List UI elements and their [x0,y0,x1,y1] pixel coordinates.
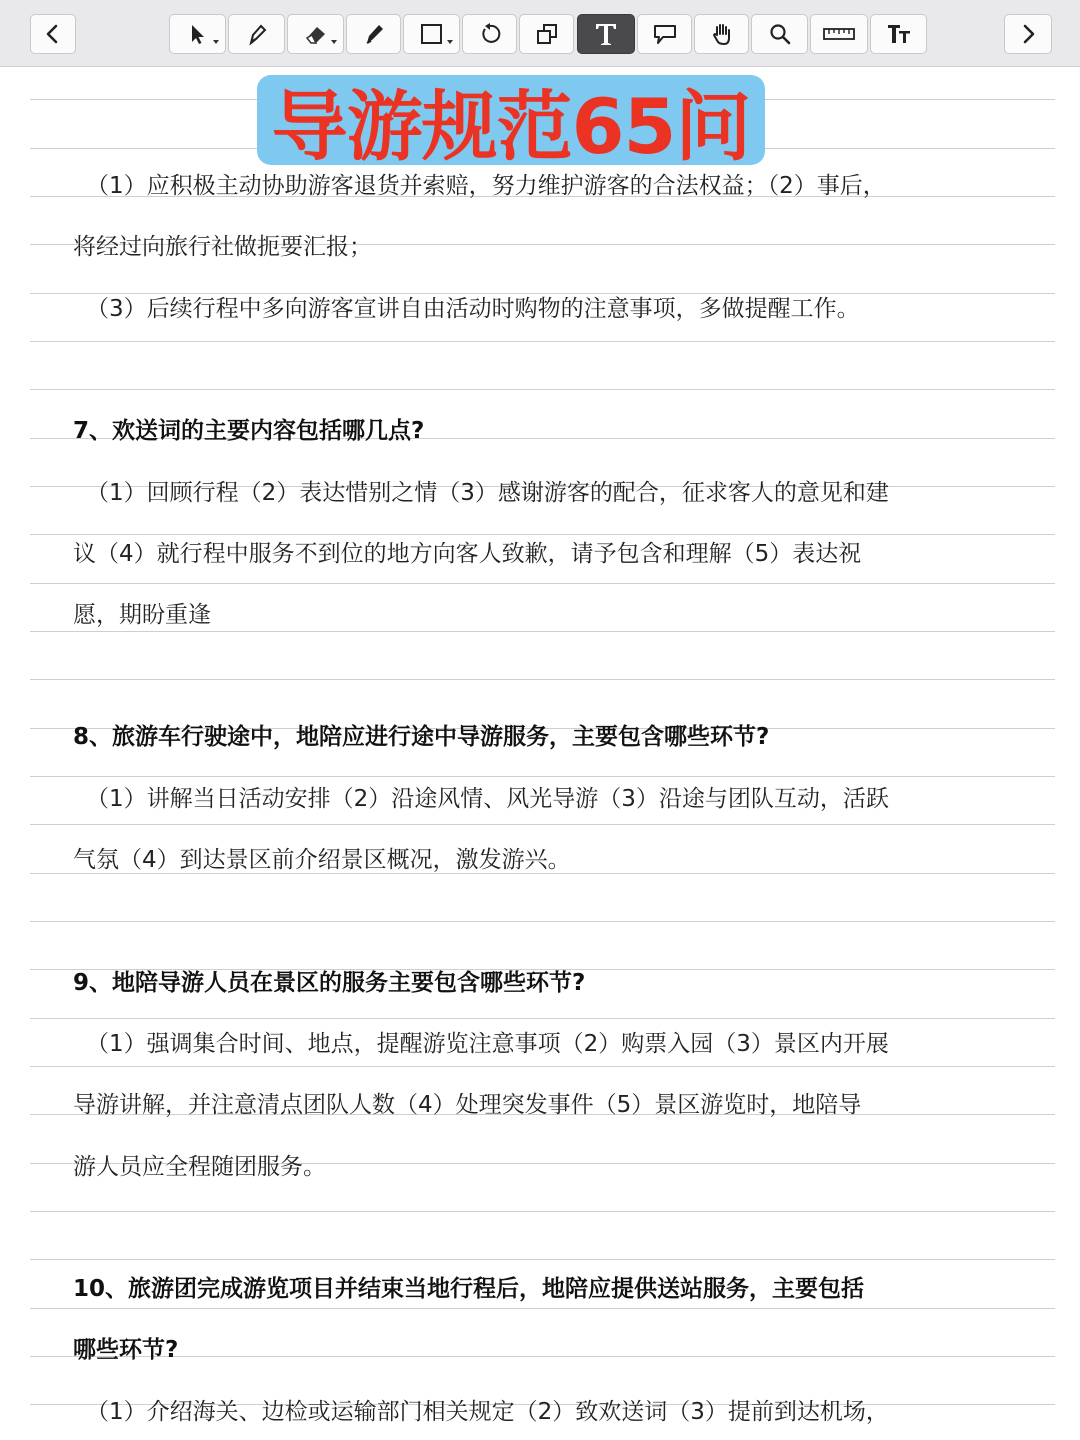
select-tool-button[interactable] [169,14,226,54]
question-7: 7、欢送词的主要内容包括哪几点? [73,418,425,444]
question-9: 9、地陪导游人员在景区的服务主要包含哪些环节? [73,970,586,996]
font-size-icon [886,21,912,47]
forward-button[interactable] [1004,14,1052,54]
answer-7-line: 愿，期盼重逢 [73,602,211,628]
zoom-tool-button[interactable] [751,14,808,54]
text-tool-button[interactable] [577,14,635,54]
question-10: 10、旅游团完成游览项目并结束当地行程后，地陪应提供送站服务，主要包括 [73,1276,865,1302]
crop-icon [535,22,559,46]
answer-10-line: （1）介绍海关、边检或运输部门相关规定（2）致欢送词（3）提前到达机场， [86,1399,889,1425]
question-8: 8、旅游车行驶途中，地陪应进行途中导游服务，主要包含哪些环节? [73,724,770,750]
ruler-tool-button[interactable] [810,14,868,54]
pen-tool-button[interactable] [228,14,285,54]
answer-line: （3）后续行程中多向游客宣讲自由活动时购物的注意事项，多做提醒工作。 [86,296,860,322]
answer-8-line: 气氛（4）到达景区前介绍景区概况，激发游兴。 [73,847,571,873]
crop-tool-button[interactable] [519,14,574,54]
speech-bubble-icon [651,22,679,46]
answer-7-line: 议（4）就行程中服务不到位的地方向客人致歉，请予包含和理解（5）表达祝 [73,541,862,567]
rotate-icon [478,22,502,46]
rotate-tool-button[interactable] [462,14,517,54]
shape-tool-button[interactable] [403,14,460,54]
page-title: 导游规范65问 [257,75,765,165]
back-button[interactable] [30,14,76,54]
rectangle-icon [419,22,445,46]
hand-tool-button[interactable] [694,14,749,54]
eraser-icon [303,22,329,46]
highlighter-tool-button[interactable] [346,14,401,54]
eraser-tool-button[interactable] [287,14,344,54]
question-10: 哪些环节? [73,1337,179,1363]
chevron-right-icon [1017,23,1039,45]
ruler-icon [823,25,855,43]
arrow-cursor-icon [187,22,209,46]
answer-7-line: （1）回顾行程（2）表达惜别之情（3）感谢游客的配合，征求客人的意见和建 [86,480,889,506]
text-icon [592,20,620,48]
comment-tool-button[interactable] [637,14,692,54]
answer-line: 将经过向旅行社做扼要汇报； [73,234,372,260]
chevron-left-icon [42,23,64,45]
magnifier-icon [768,22,792,46]
annotation-toolbar [0,0,1080,67]
highlighter-icon [362,22,386,46]
answer-9-line: 导游讲解，并注意清点团队人数（4）处理突发事件（5）景区游览时，地陪导 [73,1092,862,1118]
hand-icon [710,22,734,46]
font-size-tool-button[interactable] [870,14,927,54]
answer-9-line: （1）强调集合时间、地点，提醒游览注意事项（2）购票入园（3）景区内开展 [86,1031,889,1057]
answer-9-line: 游人员应全程随团服务。 [73,1154,326,1180]
answer-8-line: （1）讲解当日活动安排（2）沿途风情、风光导游（3）沿途与团队互动，活跃 [86,786,889,812]
fountain-pen-icon [245,22,269,46]
answer-line: （1）应积极主动协助游客退货并索赔，努力维护游客的合法权益；（2）事后， [86,173,886,199]
